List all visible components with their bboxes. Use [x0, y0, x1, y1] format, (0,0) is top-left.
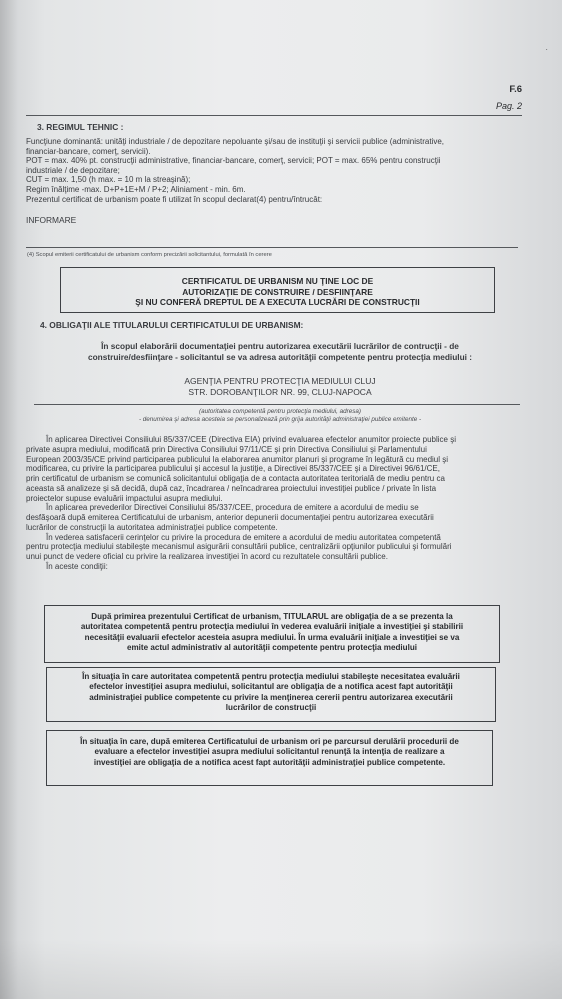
notice-line: ŞI NU CONFERĂ DREPTUL DE A EXECUTA LUCRĂRI DE CONSTRUCŢII [135, 297, 420, 308]
body-line: European 2003/35/CE privind participarea publicului la elaborarea anumitor planuri şi programe în legătură cu mediul şi [26, 454, 449, 464]
condition-line: administraţiei publice competente cu privire la menţinerea cererii pentru autorizarea executării [89, 692, 453, 702]
condition-line: evaluare a efectelor investiţiei asupra mediului solicitantul renunţă la intenţia de realizare a [94, 747, 445, 757]
authority-line: STR. DOROBANŢILOR NR. 99, CLUJ-NAPOCA [188, 386, 372, 397]
body-line: În aceste condiţii: [46, 561, 108, 571]
page-shadow-bottom [0, 939, 562, 999]
header-rule [26, 115, 522, 116]
section3-line: Regim înălţime -max. D+P+1E+M / P+2; Aliniament - min. 6m. [26, 184, 246, 194]
page-number: Pag. 2 [495, 101, 522, 111]
footnote: (4) Scopul emiterii certificatului de urbanism conform precizării solicitantului, formulată în cerere [27, 252, 272, 258]
intro-line: În scopul elaborării documentaţiei pentru autorizarea executării lucrărilor de contrucţii - de [101, 341, 459, 351]
condition-line: lucrărilor de construcţii [225, 703, 317, 713]
purpose-rule [26, 247, 518, 248]
section3-line: industriale / de depozitare; [26, 165, 120, 175]
section3-line: Funcţiune dominantă: unităţi industriale / de depozitare nepoluante şi/sau de instituţii şi servicii publice (administrative, [26, 137, 445, 146]
authority-rule [34, 404, 520, 405]
section4-body [26, 435, 532, 572]
edge-mark: · [545, 45, 548, 54]
condition-line: În situaţia în care autoritatea competentă pentru protecţia mediului stabileşte necesitatea evaluării [82, 672, 460, 681]
condition-line: emite actul administrativ al autorităţii competente pentru protecţia mediului [126, 643, 418, 653]
body-line: În aplicarea prevederilor Directivei Consiliului 85/337/CEE, procedura de emitere a acordului de mediu se [46, 503, 419, 513]
authority-name [30, 376, 530, 397]
condition-line: După primirea prezentului Certificat de urbanism, TITULARUL are obligaţia de a se prezenta la [91, 612, 453, 621]
body-line: private asupra mediului, modificată prin Directiva Consiliului 97/11/CE şi prin Directiva Consiliului şi Parlamentului [26, 444, 427, 454]
section3-line: CUT = max. 1,50 (h max. = 10 m la streaşină); [26, 175, 191, 185]
section3-line: Prezentul certificat de urbanism poate fi utilizat în scopul declarat(4) pentru/întrucât: [26, 194, 323, 204]
condition-box-1 [44, 605, 500, 663]
body-line: pentru protecţia mediului stabileşte mecanismul asigurării consultării publice, centralizării opţiunilor publicului şi formulări [26, 542, 452, 552]
notice-line: CERTIFICATUL DE URBANISM NU ŢINE LOC DE [181, 276, 374, 286]
body-line: lucrărilor de construcţii la autoritatea administraţiei publice competente. [26, 522, 278, 532]
section3-line: financiar-bancare, comerţ, servicii). [26, 146, 151, 156]
condition-line: În situaţia în care, după emiterea Certificatului de urbanism ori pe parcursul derulării procedurii de [80, 737, 459, 746]
condition-line: efectelor investiţiei asupra mediului, solicitantul are obligaţia de a notifica acest fapt autorităţii [89, 682, 453, 692]
authority-line: AGENŢIA PENTRU PROTECŢIA MEDIULUI CLUJ [184, 376, 376, 386]
caption-line: (autoritatea competentă pentru protecţia mediului, adresa) [198, 408, 362, 415]
section4-heading: 4. OBLIGAŢII ALE TITULARULUI CERTIFICATULUI DE URBANISM: [40, 320, 304, 330]
body-line: proiectelor supuse evaluării impactului asupra mediului. [26, 493, 223, 503]
section3-line: POT = max. 40% pt. construcţii administrative, financiar-bancare, comerţ, servicii; POT = max. 65% pentru construcţii [26, 156, 441, 166]
body-line: prin certificatul de urbanism se comunică solicitantului obligaţia de a contacta autoritatea teritorială de mediu pentru ca [26, 474, 445, 483]
body-line: modificarea, cu privire la participarea publicului şi accesul la justiţie, a Directivei 85/337/CEE şi a Directivei 96/61/CE, [26, 464, 440, 474]
notice-line: AUTORIZAŢIE DE CONSTRUIRE / DESFIINŢARE [182, 286, 373, 297]
section3-heading: 3. REGIMUL TEHNIC : [37, 122, 124, 132]
body-line: În aplicarea Directivei Consiliului 85/337/CEE (Directiva EIA) privind evaluarea efectelor anumitor proiecte publice şi [46, 435, 456, 444]
caption-line: - denumirea şi adresa acesteia se personalizează prin grija autorităţii administraţiei publice emitente - [138, 416, 422, 424]
body-line: În vederea satisfacerii cerinţelor cu privire la procedura de emitere a acordului de mediu autoritatea competentă [46, 532, 441, 542]
notice-box [60, 267, 495, 313]
condition-box-2 [46, 667, 496, 722]
body-line: aceasta să analizeze şi să decidă, după caz, încadrarea / neîncadrarea proiectului investiţiei publice / private în lista [26, 483, 437, 493]
intro-line: construire/desfiinţare - solicitantul se va adresa autorităţii competente pentru protecţia mediului : [87, 352, 473, 362]
authority-caption [30, 408, 530, 424]
page-shadow-left [0, 0, 18, 999]
condition-line: investiţiei are obligaţia de a notifica acest fapt autorităţii administraţiei publice competente. [93, 757, 446, 767]
section3-body [26, 137, 526, 204]
form-code: F.6 [509, 84, 522, 95]
purpose-text: INFORMARE [26, 215, 77, 225]
condition-line: autoritatea competentă pentru protecţia mediului în vederea evaluării iniţiale a investiţiei şi stabilirii [80, 622, 464, 632]
body-line: desfăşoară după emiterea Certificatului de urbanism, anterior depunerii documentaţiei pentru autorizarea executării [26, 513, 434, 522]
condition-line: necesităţii evaluarii efectelor acesteia asupra mediului. În urma evaluării iniţiale a investiţiei se va [84, 632, 460, 642]
condition-box-3 [46, 730, 493, 786]
section4-intro [30, 341, 530, 363]
body-line: unui punct de vedere oficial cu privire la realizarea investiţiei în acord cu rezultatele consultării publice. [26, 552, 388, 561]
